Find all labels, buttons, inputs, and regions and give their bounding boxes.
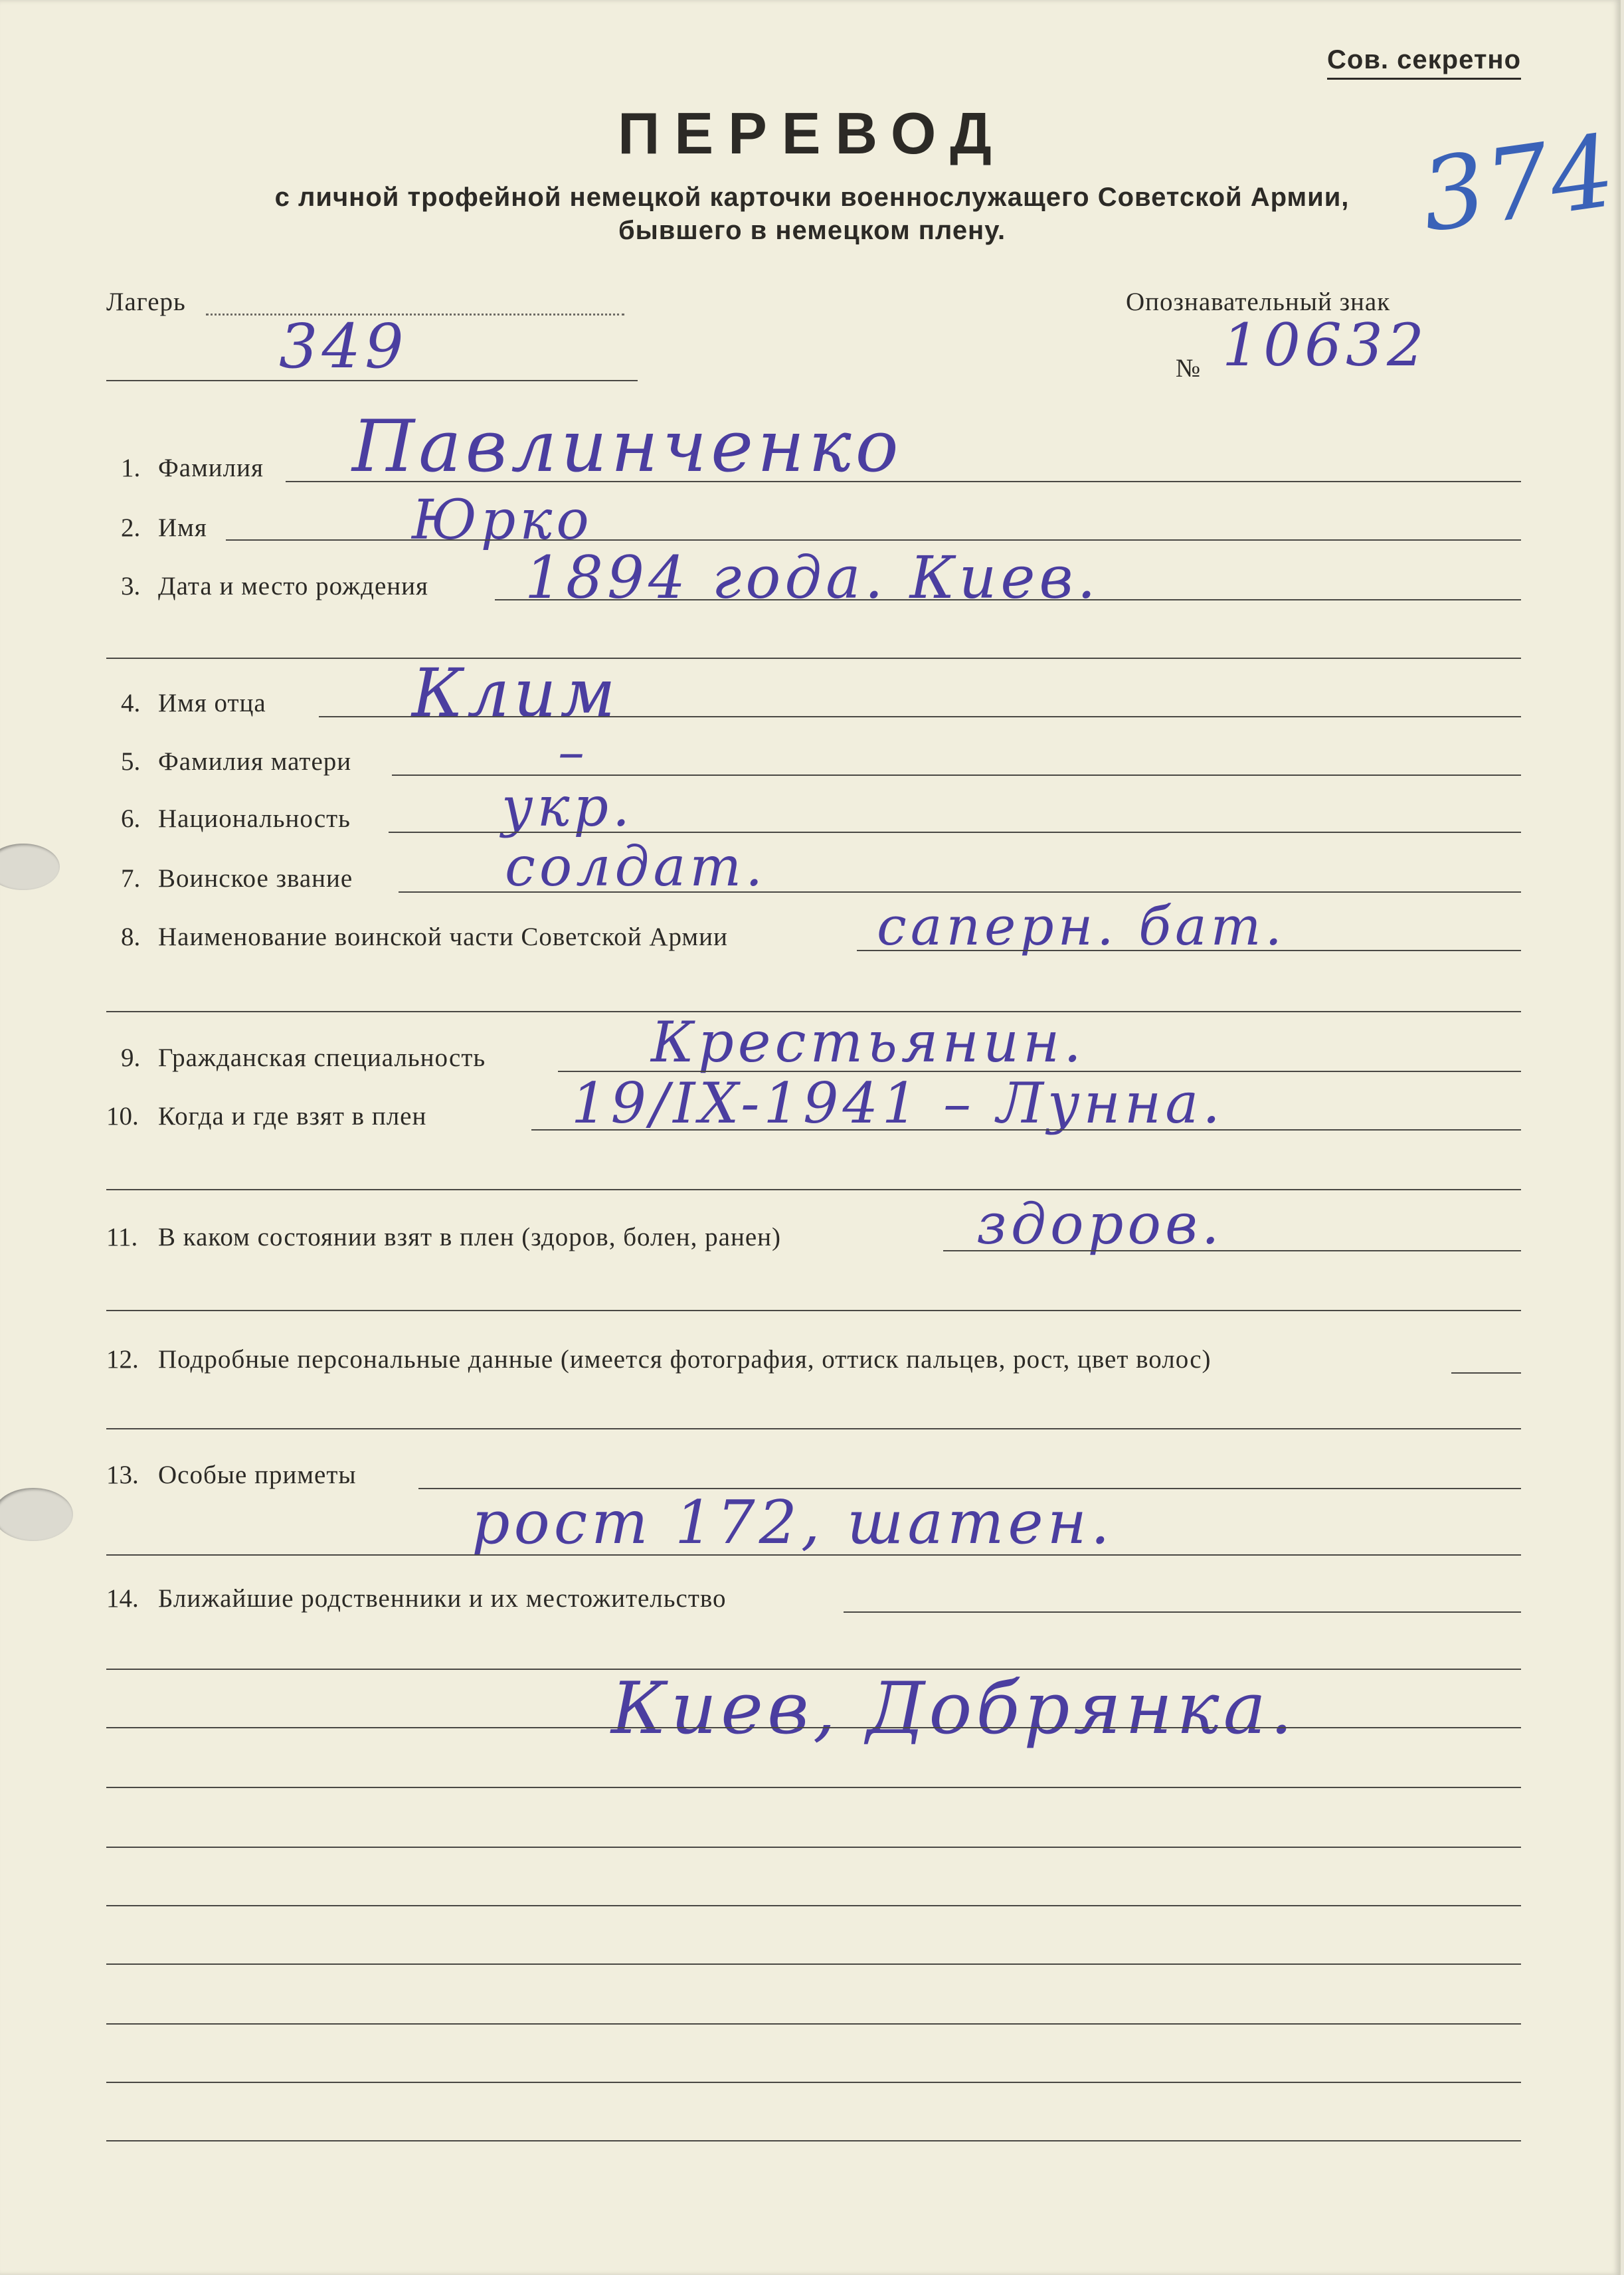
field-7-value: солдат. bbox=[505, 836, 767, 899]
field-11-label: В каком состоянии взят в плен (здоров, болен, ранен) bbox=[158, 1223, 782, 1251]
field-1-line bbox=[286, 481, 1521, 482]
field-7-label: Воинское звание bbox=[158, 864, 353, 893]
classification-label: Сов. секретно bbox=[1327, 45, 1521, 80]
field-12-line-2 bbox=[106, 1428, 1521, 1429]
field-9-value: Крестьянин. bbox=[651, 1010, 1085, 1075]
field-4-number: 4. bbox=[121, 689, 141, 717]
field-13-line-2 bbox=[106, 1554, 1521, 1556]
field-5-value: – bbox=[558, 721, 588, 782]
field-8-number: 8. bbox=[121, 923, 141, 951]
field-4-line bbox=[319, 716, 1521, 717]
field-14-line bbox=[844, 1611, 1521, 1613]
field-12-line bbox=[1451, 1372, 1521, 1374]
field-13-value: рост 172, шатен. bbox=[472, 1488, 1114, 1558]
field-2-value: Юрко bbox=[412, 489, 593, 552]
field-5-number: 5. bbox=[121, 747, 141, 776]
field-2-line bbox=[226, 539, 1521, 541]
field-13-label: Особые приметы bbox=[158, 1461, 357, 1489]
camp-dotted-line bbox=[206, 314, 624, 316]
camp-label: Лагерь bbox=[106, 288, 186, 316]
field-11-number: 11. bbox=[106, 1223, 138, 1251]
field-8-label: Наименование воинской части Советской Армии bbox=[158, 923, 728, 951]
field-6-label: Национальность bbox=[158, 804, 351, 833]
field-1-label: Фамилия bbox=[158, 454, 264, 482]
punch-hole-bottom bbox=[0, 1488, 73, 1541]
id-tag-number-prefix: № bbox=[1176, 354, 1202, 383]
field-8-value: саперн. бат. bbox=[877, 895, 1286, 957]
registry-number-handwritten: 374 bbox=[1414, 113, 1623, 255]
field-3-label: Дата и место рождения bbox=[158, 572, 428, 600]
field-9-number: 9. bbox=[121, 1044, 141, 1072]
blank-line bbox=[106, 2023, 1521, 2025]
field-4-label: Имя отца bbox=[158, 689, 266, 717]
field-10-value: 19/IX-1941 – Лунна. bbox=[571, 1071, 1224, 1136]
field-2-number: 2. bbox=[121, 513, 141, 542]
field-14-number: 14. bbox=[106, 1584, 139, 1613]
field-8-line bbox=[857, 950, 1521, 951]
id-tag-label: Опознавательный знак bbox=[1126, 288, 1391, 316]
field-7-number: 7. bbox=[121, 864, 141, 893]
field-6-value: укр. bbox=[501, 776, 634, 839]
blank-line bbox=[106, 1847, 1521, 1848]
field-5-label: Фамилия матери bbox=[158, 747, 352, 776]
field-6-line bbox=[389, 832, 1521, 833]
blank-line bbox=[106, 2140, 1521, 2141]
field-10-number: 10. bbox=[106, 1102, 139, 1131]
blank-line bbox=[106, 1727, 1521, 1728]
field-1-number: 1. bbox=[121, 454, 141, 482]
field-9-label: Гражданская специальность bbox=[158, 1044, 486, 1072]
document-subtitle-line1: с личной трофейной немецкой карточки военнослужащего Советской Армии, bbox=[274, 183, 1350, 212]
field-1-value: Павлинченко bbox=[352, 405, 903, 488]
field-14-value: Киев, Добрянка. bbox=[611, 1667, 1297, 1750]
field-3-line bbox=[495, 599, 1521, 600]
field-3-line-2 bbox=[106, 658, 1521, 659]
camp-value: 349 bbox=[279, 311, 408, 382]
field-10-line bbox=[531, 1129, 1521, 1131]
field-11-value: здоров. bbox=[976, 1192, 1223, 1257]
field-12-label: Подробные персональные данные (имеется фотография, оттиск пальцев, рост, цвет волос) bbox=[158, 1345, 1212, 1374]
blank-line bbox=[106, 1963, 1521, 1965]
field-12-number: 12. bbox=[106, 1345, 139, 1374]
blank-line bbox=[106, 1787, 1521, 1788]
field-2-label: Имя bbox=[158, 513, 207, 542]
document-title: ПЕРЕВОД bbox=[618, 100, 1006, 166]
blank-line bbox=[106, 1905, 1521, 1906]
blank-line bbox=[106, 2082, 1521, 2083]
field-3-number: 3. bbox=[121, 572, 141, 600]
field-3-value: 1894 года. Киев. bbox=[525, 543, 1100, 612]
field-11-line bbox=[943, 1250, 1521, 1251]
camp-underline bbox=[106, 380, 638, 381]
punch-hole-top bbox=[0, 844, 60, 890]
field-6-number: 6. bbox=[121, 804, 141, 833]
field-11-line-2 bbox=[106, 1310, 1521, 1311]
id-tag-value: 10632 bbox=[1222, 311, 1428, 379]
field-4-value: Клим bbox=[412, 654, 620, 732]
field-10-label: Когда и где взят в плен bbox=[158, 1102, 427, 1131]
field-13-number: 13. bbox=[106, 1461, 139, 1489]
document-subtitle-line2: бывшего в немецком плену. bbox=[618, 216, 1006, 245]
field-7-line bbox=[399, 891, 1521, 893]
field-14-label: Ближайшие родственники и их местожительство bbox=[158, 1584, 727, 1613]
field-10-line-2 bbox=[106, 1189, 1521, 1190]
